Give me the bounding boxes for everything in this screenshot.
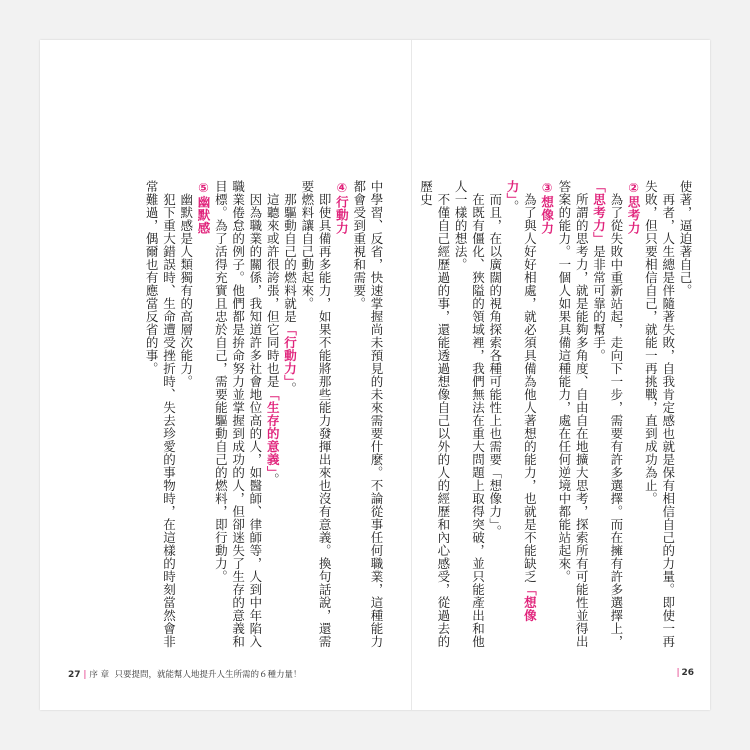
left-page-footer	[68, 668, 302, 680]
highlight-term: 「思考力」	[591, 180, 607, 245]
page-number: 27	[68, 670, 81, 680]
paragraph: 為了與人好好相處，就必須具備為他人著想的能力，也就是不能缺乏「想像力」。	[505, 180, 538, 622]
paragraph: 使著，逼迫著自己。	[678, 180, 693, 297]
footer-separator: |	[83, 670, 87, 680]
right-page	[412, 40, 710, 710]
paragraph: 因為職業的關係，我知道許多社會地位高的人，如醫師、律師等，人到中年陷入職業倦怠的例子。他們都是拚命努力並掌握到成功的人，但卻迷失了生存的意義和目標。為了活得充實且忠於自己，需要能驅動自己的燃料，即行動力。	[213, 180, 263, 648]
paragraph: 這聽來或許很誇張，但它同時也是「生存的意義」。	[265, 192, 281, 486]
footer-separator: |	[676, 668, 680, 678]
chapter-label: 序 章	[89, 670, 110, 680]
left-page	[40, 40, 411, 710]
paragraph: 不僅自己經歷過的事，還能透過想像自己以外的人的經歷和內心感受，從過去的歷史	[418, 180, 451, 648]
highlight-term: 「行動力」	[282, 322, 298, 382]
running-title: 只要提問，就能幫人地提升人生所需的６種力量！	[114, 670, 302, 680]
paragraph: 即使具備再多能力，如果不能將那些能力發揮出來也沒有意義。換句話說，還需要燃料讓自己動起來。	[299, 180, 333, 648]
paragraph: 為了從失敗中重新站起，走向下一步，需要有許多選擇。而在擁有許多選擇上，「思考力」是非常可靠的幫手。	[591, 180, 624, 648]
paragraph: 幽默感是人類獨有的高層次能力。	[178, 192, 194, 388]
section-heading-action: ④行動力	[334, 180, 350, 235]
book-spread	[40, 40, 710, 710]
paragraph: 在既有僵化、狹隘的領域裡，我們無法在重大問題上取得突破，並只能產出和他人一樣的想法。	[453, 180, 486, 648]
right-page-footer	[677, 668, 694, 678]
page-number: 26	[681, 668, 694, 678]
paragraph: 再者，人生總是伴隨著失敗，自我肯定感也就是保有相信自己的力量。即使一再失敗，但只要相信自己，就能一再挑戰，直到成功為止。	[643, 180, 676, 648]
paragraph: 而且，在以廣闊的視角探索各種可能性上也需要「想像力」。	[487, 192, 503, 538]
paragraph: 那驅動自己的燃料就是「行動力」。	[282, 192, 298, 395]
section-heading-thinking: ②思考力	[626, 180, 642, 235]
paragraph: 犯下重大錯誤時、生命遭受挫折時、失去珍愛的事物時，在這樣的時刻當然會非常難過，偶爾也有應當反省的事。	[144, 180, 177, 648]
right-page-body	[417, 180, 694, 650]
highlight-term: 「生存的意義」	[265, 387, 281, 473]
section-heading-humor: ⑤幽默感	[196, 180, 212, 235]
paragraph: 中學習、反省，快速掌握尚未預見的未來需要什麼。不論從事任何職業，這種能力都會受到重視和需要。	[351, 180, 384, 648]
section-heading-imagination: ③想像力	[539, 180, 555, 235]
left-page-body	[143, 180, 385, 650]
highlight-term: 「想像力」	[505, 180, 538, 622]
paragraph: 所謂的思考力，就是能夠多角度、自由自在地擴大思考，探索所有可能性並得出答案的能力。一個人如果具備這種能力，處在任何逆境中都能站起來。	[556, 180, 590, 648]
